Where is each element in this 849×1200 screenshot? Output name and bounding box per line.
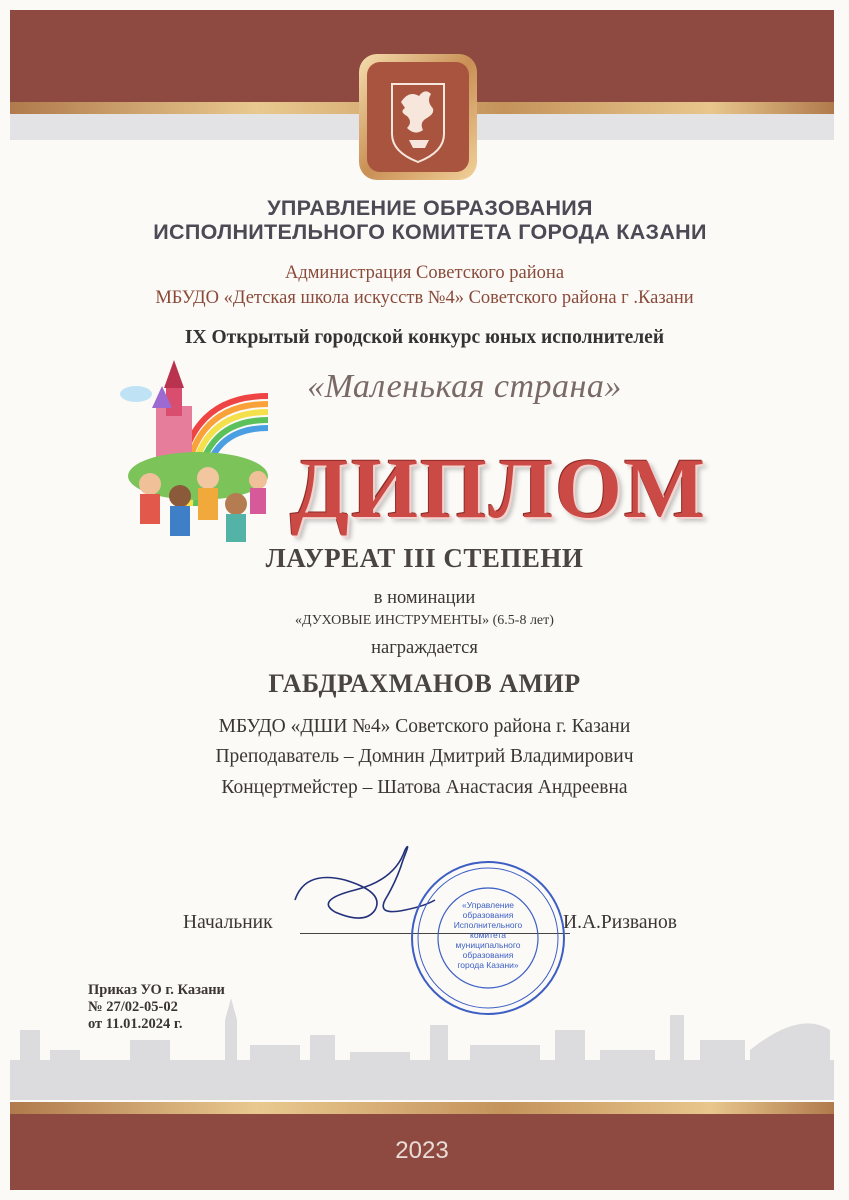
stamp-line-6: образования	[462, 950, 514, 960]
diploma-title: ДИПЛОМ	[290, 440, 708, 536]
signatory-role: Начальник	[183, 912, 273, 933]
footer-gold-stripe	[10, 1102, 834, 1114]
recipient-name: ГАБДРАХМАНОВ АМИР	[268, 669, 581, 698]
stamp-line-3: Исполнительного	[453, 920, 523, 930]
organization-line1: УПРАВЛЕНИЕ ОБРАЗОВАНИЯ	[267, 196, 593, 220]
accompanist-line: Концертмейстер – Шатова Анастасия Андреевна	[221, 777, 628, 798]
stamp-line-2: образования	[462, 910, 514, 920]
nomination-name: «ДУХОВЫЕ ИНСТРУМЕНТЫ» (6.5-8 лет)	[295, 613, 554, 628]
order-line3: от 11.01.2024 г.	[88, 1016, 183, 1032]
contest-title: IX Открытый городской конкурс юных исполнителей	[184, 327, 665, 348]
stamp-line-5: муниципального	[455, 940, 521, 950]
organization-line2: ИСПОЛНИТЕЛЬНОГО КОМИТЕТА ГОРОДА КАЗАНИ	[153, 220, 707, 244]
organization-title-line2	[150, 220, 710, 245]
order-line1: Приказ УО г. Казани	[88, 982, 225, 998]
awarded-text: награждается	[371, 638, 478, 658]
kazan-emblem-icon	[357, 52, 479, 182]
contest-name: «Маленькая страна»	[307, 368, 622, 405]
children-castle-illustration	[118, 356, 278, 546]
school-line: МБУДО «ДШИ №4» Советского района г. Казани	[218, 716, 631, 737]
teacher-line: Преподаватель – Домнин Дмитрий Владимирович	[215, 746, 634, 767]
admin-line2: МБУДО «Детская школа искусств №4» Советского района г .Казани	[155, 288, 694, 308]
laureate-degree: ЛАУРЕАТ III СТЕПЕНИ	[265, 543, 584, 573]
city-skyline-illustration	[10, 990, 834, 1100]
stamp-line-1: «Управление	[462, 900, 514, 910]
organization-title-line1	[150, 196, 710, 221]
stamp-line-4: комитета	[470, 930, 506, 940]
signatory-name: И.А.Ризванов	[563, 912, 677, 933]
footer-year: 2023	[395, 1137, 449, 1164]
stamp-line-7: города Казани»	[457, 960, 519, 970]
admin-line1: Администрация Советского района	[284, 263, 565, 283]
order-line2: № 27/02-05-02	[88, 999, 178, 1015]
nomination-intro: в номинации	[373, 588, 476, 608]
